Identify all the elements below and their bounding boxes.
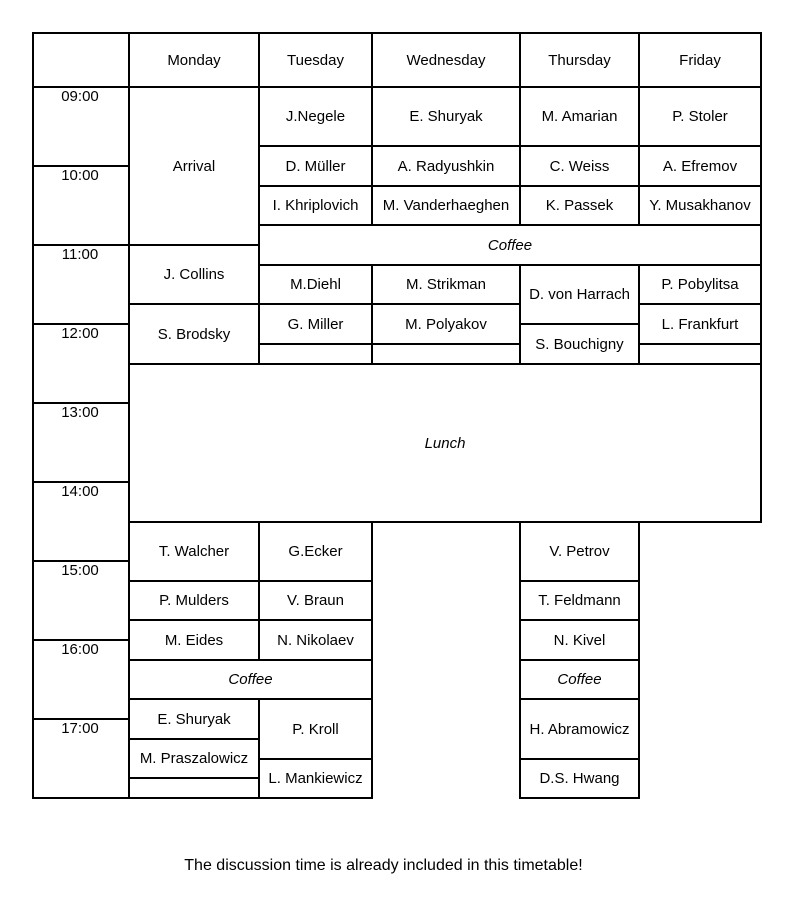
- talk-d-s-hwang: D.S. Hwang: [519, 758, 640, 799]
- talk-p-mulders: P. Mulders: [128, 580, 260, 621]
- talk-l-frankfurt: L. Frankfurt: [638, 303, 762, 345]
- empty-slot: [371, 343, 521, 365]
- day-header-friday: Friday: [638, 32, 762, 88]
- time-label-1500: 15:00: [61, 562, 99, 579]
- time-label-1300: 13:00: [61, 404, 99, 421]
- time-label-1100: 11:00: [61, 246, 99, 263]
- talk-p-stoler: P. Stoler: [638, 86, 762, 147]
- lunch-break: Lunch: [128, 363, 762, 523]
- day-header-thursday: Thursday: [519, 32, 640, 88]
- talk-c-weiss: C. Weiss: [519, 145, 640, 187]
- coffee-break-afternoon-mon-tue: Coffee: [128, 659, 373, 700]
- day-header-tuesday: Tuesday: [258, 32, 373, 88]
- talk-t-feldmann: T. Feldmann: [519, 580, 640, 621]
- day-header-monday: Monday: [128, 32, 260, 88]
- talk-i-khriplovich: I. Khriplovich: [258, 185, 373, 226]
- talk-h-abramowicz: H. Abramowicz: [519, 698, 640, 760]
- talk-k-passek: K. Passek: [519, 185, 640, 226]
- talk-m-amarian: M. Amarian: [519, 86, 640, 147]
- talk-e-shuryak: E. Shuryak: [128, 698, 260, 740]
- talk-s-bouchigny: S. Bouchigny: [519, 323, 640, 365]
- footer-note: The discussion time is already included in this timetable!: [184, 857, 583, 874]
- time-label-1600: 16:00: [61, 641, 99, 658]
- session-arrival: Arrival: [128, 86, 260, 246]
- talk-n-kivel: N. Kivel: [519, 619, 640, 661]
- talk-t-walcher: T. Walcher: [128, 521, 260, 582]
- talk-y-musakhanov: Y. Musakhanov: [638, 185, 762, 226]
- talk-j-negele: J.Negele: [258, 86, 373, 147]
- talk-m-praszalowicz: M. Praszalowicz: [128, 738, 260, 779]
- time-label-1000: 10:00: [61, 167, 99, 184]
- talk-m-eides: M. Eides: [128, 619, 260, 661]
- talk-l-mankiewicz: L. Mankiewicz: [258, 758, 373, 799]
- talk-e-shuryak: E. Shuryak: [371, 86, 521, 147]
- talk-p-kroll: P. Kroll: [258, 698, 373, 760]
- talk-d-m-ller: D. Müller: [258, 145, 373, 187]
- time-label-1700: 17:00: [61, 720, 99, 737]
- talk-m-diehl: M.Diehl: [258, 264, 373, 305]
- talk-m-polyakov: M. Polyakov: [371, 303, 521, 345]
- talk-s-brodsky: S. Brodsky: [128, 303, 260, 365]
- talk-m-vanderhaeghen: M. Vanderhaeghen: [371, 185, 521, 226]
- time-label-0900: 09:00: [61, 88, 99, 105]
- talk-j-collins: J. Collins: [128, 244, 260, 305]
- talk-m-strikman: M. Strikman: [371, 264, 521, 305]
- coffee-break-afternoon-thu: Coffee: [519, 659, 640, 700]
- coffee-break-morning: Coffee: [258, 224, 762, 266]
- day-header-wednesday: Wednesday: [371, 32, 521, 88]
- talk-v-braun: V. Braun: [258, 580, 373, 621]
- talk-p-pobylitsa: P. Pobylitsa: [638, 264, 762, 305]
- talk-g-ecker: G.Ecker: [258, 521, 373, 582]
- talk-n-nikolaev: N. Nikolaev: [258, 619, 373, 661]
- header-corner: [32, 32, 130, 88]
- talk-a-radyushkin: A. Radyushkin: [371, 145, 521, 187]
- empty-slot: [258, 343, 373, 365]
- talk-d-von-harrach: D. von Harrach: [519, 264, 640, 325]
- time-label-1400: 14:00: [61, 483, 99, 500]
- empty-slot: [128, 777, 260, 799]
- empty-slot: [638, 343, 762, 365]
- time-label-1200: 12:00: [61, 325, 99, 342]
- talk-a-efremov: A. Efremov: [638, 145, 762, 187]
- talk-g-miller: G. Miller: [258, 303, 373, 345]
- talk-v-petrov: V. Petrov: [519, 521, 640, 582]
- time-column: [32, 86, 130, 799]
